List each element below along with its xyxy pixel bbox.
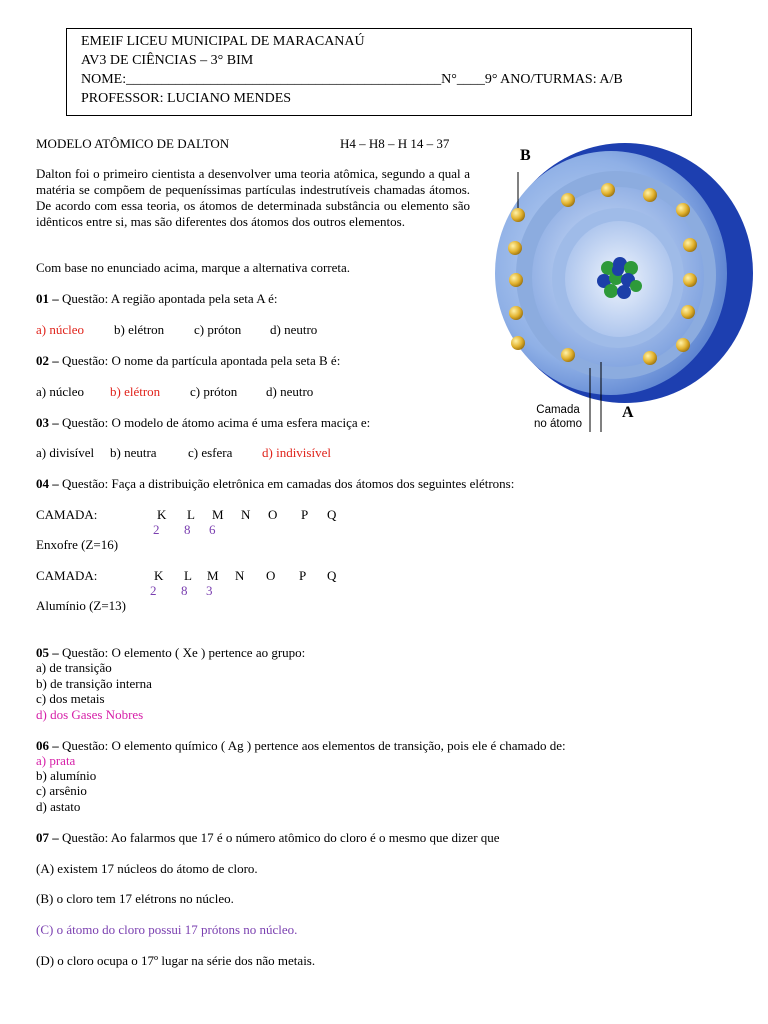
q1-text: Questão: A região apontada pela seta A é: [58, 291, 278, 306]
q7-option-b[interactable]: (B) o cloro tem 17 elétrons no núcleo. [36, 891, 234, 906]
header-box [66, 28, 692, 116]
q2-option-a[interactable]: a) núcleo [36, 384, 85, 399]
q7-number: 07 – [36, 830, 59, 845]
q5-number: 05 – [36, 645, 59, 660]
camada-line2: no átomo [534, 418, 582, 430]
enxofre-k: 2 [153, 522, 160, 537]
question-6 [36, 738, 566, 754]
q3-option-b[interactable]: b) neutra [110, 445, 157, 460]
enxofre-label: Enxofre (Z=16) [36, 537, 119, 552]
teacher-line: PROFESSOR: LUCIANO MENDES [81, 91, 292, 106]
q1-option-c[interactable]: c) próton [194, 322, 242, 337]
q6-option-d[interactable]: d) astato [36, 799, 81, 814]
camada-label-1: CAMADA: [36, 507, 98, 522]
q1-option-a[interactable]: a) núcleo [36, 322, 85, 337]
q6-option-a[interactable]: a) prata [36, 753, 76, 768]
q5-option-c[interactable]: c) dos metais [36, 691, 105, 706]
shell-n-2: N [235, 568, 245, 583]
q3-option-a[interactable]: a) divisível [36, 445, 95, 460]
enxofre-m: 6 [209, 522, 216, 537]
intro-paragraph: Dalton foi o primeiro cientista a desenvolver uma teoria atômica, segundo a qual a matéria se compõem de pequeníssimas partículas indestrutíveis chamadas átomos. De acordo com essa teoria, os átomos de determinada substância ou elemento são idênticos entre si, mas são diferentes dos átomos dos outros elementos. [36, 166, 470, 229]
aluminio-l: 8 [181, 583, 188, 598]
aluminio-m: 3 [206, 583, 213, 598]
school-name: EMEIF LICEU MUNICIPAL DE MARACANAÚ [81, 34, 365, 49]
skill-codes: H4 – H8 – H 14 – 37 [340, 136, 450, 151]
q6-text: Questão: O elemento químico ( Ag ) pertence aos elementos de transição, pois ele é chamado de: [58, 738, 566, 753]
label-b: B [520, 147, 531, 164]
shell-o-1: O [268, 507, 278, 522]
q2-option-d[interactable]: d) neutro [266, 384, 314, 399]
question-5 [36, 645, 305, 661]
q3-option-d[interactable]: d) indivisível [262, 445, 331, 460]
aluminio-k: 2 [150, 583, 157, 598]
shell-k-1: K [157, 507, 167, 522]
q4-number: 04 – [36, 476, 59, 491]
camada-label-2: CAMADA: [36, 568, 98, 583]
q3-number: 03 – [36, 415, 59, 430]
q3-text: Questão: O modelo de átomo acima é uma esfera maciça e: [58, 415, 371, 430]
q2-option-c[interactable]: c) próton [190, 384, 238, 399]
instruction: Com base no enunciado acima, marque a alternativa correta. [36, 260, 351, 275]
shell-m-1: M [212, 507, 224, 522]
shell-p-1: P [301, 507, 309, 522]
exam-title: AV3 DE CIÊNCIAS – 3° BIM [81, 53, 254, 68]
shell-l-1: L [187, 507, 195, 522]
shell-q-1: Q [327, 507, 337, 522]
shell-p-2: P [299, 568, 307, 583]
page-title: MODELO ATÔMICO DE DALTON [36, 136, 230, 151]
q4-text: Questão: Faça a distribuição eletrônica em camadas dos átomos dos seguintes elétrons: [58, 476, 515, 491]
shell-k-2: K [154, 568, 164, 583]
camada-caption [524, 403, 592, 431]
question-3 [36, 415, 370, 431]
q5-option-b[interactable]: b) de transição interna [36, 676, 152, 691]
q5-option-d[interactable]: d) dos Gases Nobres [36, 707, 144, 722]
q7-option-c[interactable]: (C) o átomo do cloro possui 17 prótons no núcleo. [36, 922, 298, 937]
camada-line1: Camada [536, 404, 580, 416]
aluminio-label: Alumínio (Z=13) [36, 598, 127, 613]
shell-m-2: M [207, 568, 219, 583]
shell-n-1: N [241, 507, 251, 522]
question-1 [36, 291, 278, 307]
q1-option-d[interactable]: d) neutro [270, 322, 318, 337]
q5-option-a[interactable]: a) de transição [36, 660, 112, 675]
question-7 [36, 830, 500, 846]
atom-illustration [478, 140, 768, 440]
q7-option-a[interactable]: (A) existem 17 núcleos do átomo de cloro. [36, 861, 258, 876]
q1-number: 01 – [36, 291, 59, 306]
shell-l-2: L [184, 568, 192, 583]
q6-number: 06 – [36, 738, 59, 753]
q2-number: 02 – [36, 353, 59, 368]
q1-option-b[interactable]: b) elétron [114, 322, 165, 337]
label-a: A [622, 404, 634, 421]
q6-option-b[interactable]: b) alumínio [36, 768, 97, 783]
q7-text: Questão: Ao falarmos que 17 é o número atômico do cloro é o mesmo que dizer que [58, 830, 500, 845]
q5-text: Questão: O elemento ( Xe ) pertence ao grupo: [58, 645, 306, 660]
atom-figure [478, 140, 768, 440]
q2-text: Questão: O nome da partícula apontada pela seta B é: [58, 353, 341, 368]
enxofre-l: 8 [184, 522, 191, 537]
q3-option-c[interactable]: c) esfera [188, 445, 233, 460]
q6-option-c[interactable]: c) arsênio [36, 783, 87, 798]
question-4 [36, 476, 514, 492]
question-2 [36, 353, 340, 369]
name-line: NOME:_____________________________________________N°____9° ANO/TURMAS: A/B [81, 72, 623, 87]
q2-option-b[interactable]: b) elétron [110, 384, 161, 399]
shell-o-2: O [266, 568, 276, 583]
shell-q-2: Q [327, 568, 337, 583]
q7-option-d[interactable]: (D) o cloro ocupa o 17º lugar na série dos não metais. [36, 953, 316, 968]
